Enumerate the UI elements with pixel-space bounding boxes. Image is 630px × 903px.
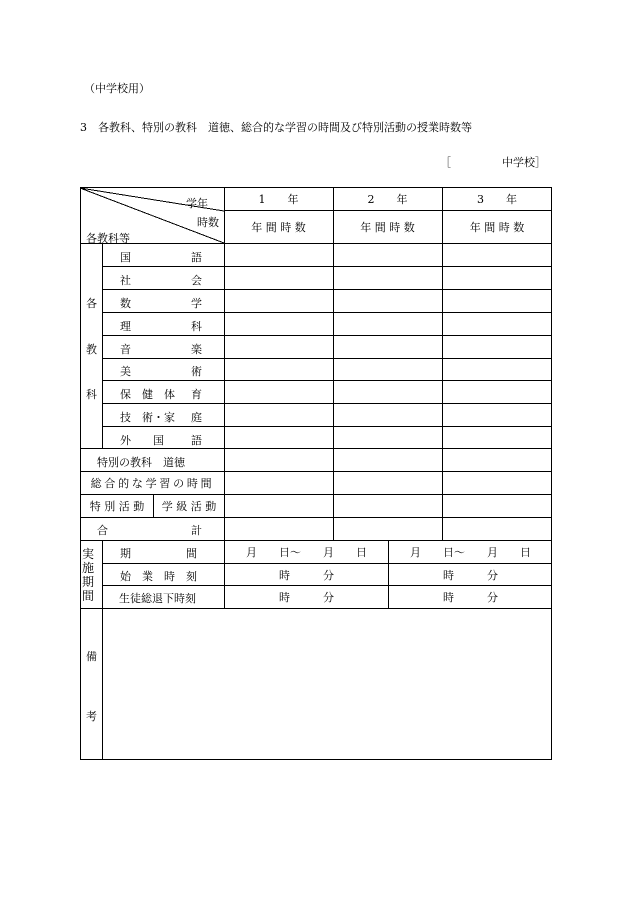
remarks-field[interactable]	[103, 609, 551, 759]
dismissal-time-second: 時 分	[443, 591, 498, 604]
subject-social: 社	[120, 274, 131, 287]
subject-foreign-lang: 外 国	[120, 434, 164, 447]
moral-education-label: 特別の教科 道徳	[97, 456, 185, 469]
subject-tech-home: 技 術・家	[120, 411, 175, 424]
subject-music: 音	[120, 343, 131, 356]
period-group-char: 施	[82, 561, 95, 575]
corner-hours-label: 時数	[197, 216, 219, 229]
subjects-group-char: 教	[86, 343, 97, 356]
class-activities-label: 学 級 活 動	[161, 500, 217, 513]
period-group-char: 実	[82, 547, 95, 561]
subject-art: 美	[120, 365, 131, 378]
subjects-group-char: 科	[86, 388, 97, 401]
remarks-char: 備	[86, 650, 97, 663]
subject-social: 会	[191, 274, 202, 287]
subject-science: 科	[191, 320, 202, 333]
period-group-char: 期	[82, 575, 95, 589]
subject-music: 楽	[191, 343, 202, 356]
grade-header-1: 1 年	[258, 193, 299, 206]
subject-japanese: 語	[191, 251, 202, 264]
grade-header-2: 2 年	[367, 193, 408, 206]
start-time-first: 時 分	[279, 568, 334, 582]
grade-header-3: 3 年	[477, 193, 517, 206]
subject-tech-home: 庭	[191, 411, 202, 424]
school-type-label: （中学校用）	[84, 82, 150, 95]
total-label: 計	[191, 524, 202, 537]
subject-math: 学	[191, 297, 202, 310]
dismissal-time-first: 時 分	[279, 591, 334, 604]
annual-hours-header-1: 年 間 時 数	[251, 221, 306, 234]
subject-japanese: 国	[120, 251, 131, 264]
subject-art: 術	[191, 365, 202, 378]
school-name-field: 中学校］	[502, 156, 546, 169]
subject-pe: 保 健 体	[120, 388, 175, 401]
annual-hours-header-2: 年 間 時 数	[360, 221, 415, 234]
start-time-second: 時 分	[443, 568, 498, 582]
dismissal-time-label: 生徒総退下時刻	[119, 592, 196, 605]
subject-math: 数	[120, 297, 131, 310]
period-value-first: 月 日～ 月 日	[246, 546, 367, 559]
subjects-group-char: 各	[86, 297, 97, 310]
subject-science: 理	[120, 320, 131, 333]
remarks-char: 考	[86, 710, 97, 723]
corner-grade-label: 学年	[186, 197, 208, 210]
corner-subjects-label: 各教科等	[86, 232, 130, 245]
subject-foreign-lang: 語	[191, 434, 202, 447]
annual-hours-header-3: 年 間 時 数	[469, 221, 525, 234]
period-value-second: 月 日～ 月 日	[410, 546, 531, 559]
period-label: 期 間	[120, 547, 197, 560]
school-bracket-open: ［	[440, 156, 451, 169]
integrated-study-label: 総合的な学習の時間	[90, 477, 215, 490]
special-activities-label: 特 別 活 動	[89, 500, 145, 513]
period-group-char: 間	[82, 589, 95, 603]
subject-pe: 育	[191, 388, 202, 401]
start-time-label: 始 業 時 刻	[120, 570, 197, 583]
total-label: 合	[97, 524, 108, 537]
section-title: 3 各教科、特別の教科 道徳、総合的な学習の時間及び特別活動の授業時数等	[80, 121, 472, 134]
